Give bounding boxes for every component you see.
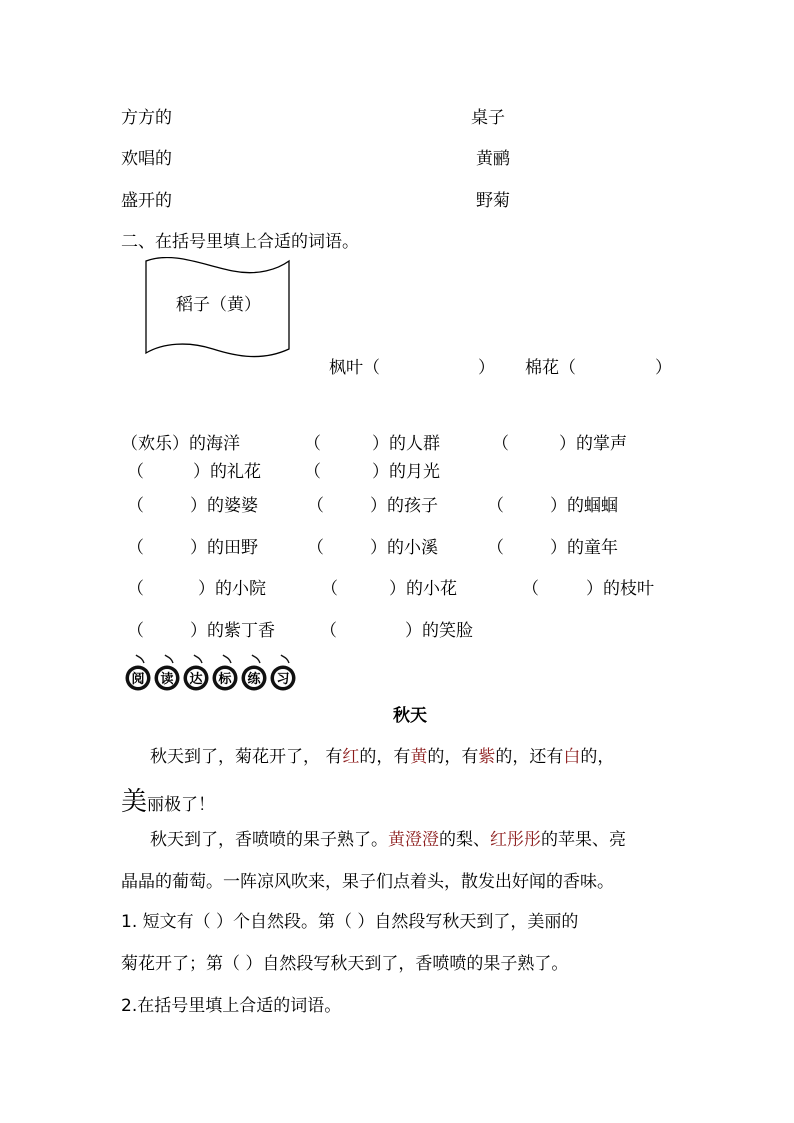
phrase-r5-3-open: （ xyxy=(522,579,539,599)
reading-p2-line2: 晶晶的葡萄。一阵凉风吹来，果子们点着头，散发出好闻的香味。 xyxy=(121,872,614,892)
question2: 2.在括号里填上合适的词语。 xyxy=(121,996,342,1016)
p1-f: 丽极了！ xyxy=(147,795,216,815)
p1-red3: 紫 xyxy=(478,747,496,767)
banner-text: 稻子（黄） xyxy=(176,295,261,315)
p1-d: 的，还有 xyxy=(495,747,564,767)
phrase-r6-1-open: （ xyxy=(127,621,144,641)
p1-red2: 黄 xyxy=(410,747,428,767)
reading-p1-line1 xyxy=(150,747,614,767)
phrase-r3-1-open: （ xyxy=(127,496,144,516)
phrase-r5-2-open: （ xyxy=(321,579,338,599)
phrase-r5-1: ）的小院 xyxy=(198,579,266,599)
phrase-r1-2-open: （ xyxy=(304,434,321,454)
phrase-r2-2: ）的月光 xyxy=(372,462,440,482)
phrase-r4-3-open: （ xyxy=(487,538,504,558)
phrase-r6-2-open: （ xyxy=(320,621,337,641)
question1-line1: 1. 短文有（ ）个自然段。第（ ）自然段写秋天到了，美丽的 xyxy=(121,912,579,932)
p2-red1: 黄澄澄 xyxy=(388,830,439,850)
phrase-r2-1-open: （ xyxy=(127,462,144,482)
phrase-r5-3: ）的枝叶 xyxy=(586,579,654,599)
badge-label-5: 练 xyxy=(247,672,261,687)
p1-red4: 白 xyxy=(563,747,581,767)
phrase-r4-1: ）的田野 xyxy=(190,538,258,558)
reading-badges xyxy=(124,654,304,694)
badge-icon-2 xyxy=(155,655,180,691)
phrase-r5-1-open: （ xyxy=(127,579,144,599)
p1-big-char: 美 xyxy=(121,787,148,817)
p1-red1: 红 xyxy=(342,747,360,767)
reading-title: 秋天 xyxy=(393,706,427,726)
badge-icon-3 xyxy=(184,655,209,691)
phrase-r2-1: ）的礼花 xyxy=(193,462,261,482)
p2-red2: 红彤彤 xyxy=(490,830,541,850)
phrase-r4-2-open: （ xyxy=(307,538,324,558)
phrase-r1-2: ）的人群 xyxy=(372,434,440,454)
mianhua-close: ） xyxy=(655,358,672,378)
phrase-r3-3: ）的蝈蝈 xyxy=(550,496,618,516)
question1-line2: 菊花开了；第（ ）自然段写秋天到了，香喷喷的果子熟了。 xyxy=(121,954,569,974)
badge-label-2: 读 xyxy=(160,672,174,687)
phrase-r3-2-open: （ xyxy=(307,496,324,516)
badge-label-1: 阅 xyxy=(131,672,145,687)
p2-a: 秋天到了，香喷喷的果子熟了。 xyxy=(150,830,388,850)
section2-heading: 二、在括号里填上合适的词语。 xyxy=(121,232,359,252)
match-left-3: 盛开的 xyxy=(121,191,172,211)
phrase-r3-1: ）的婆婆 xyxy=(190,496,258,516)
badge-label-6: 习 xyxy=(276,672,290,687)
phrase-r6-1: ）的紫丁香 xyxy=(190,621,275,641)
match-left-1: 方方的 xyxy=(121,108,172,128)
match-left-2: 欢唱的 xyxy=(121,149,172,169)
phrase-r2-2-open: （ xyxy=(304,462,321,482)
p1-a: 秋天到了，菊花开了， 有 xyxy=(150,747,343,767)
badge-icon-5 xyxy=(242,655,267,691)
badge-label-4: 标 xyxy=(218,672,232,687)
fengye-close: ） xyxy=(478,358,495,378)
match-right-2: 黄鹂 xyxy=(476,149,510,169)
phrase-r5-2: ）的小花 xyxy=(389,579,457,599)
p1-b: 的，有 xyxy=(359,747,411,767)
p1-c: 的，有 xyxy=(427,747,479,767)
phrase-r1-3: ）的掌声 xyxy=(559,434,627,454)
reading-p2-line1 xyxy=(150,830,626,850)
phrase-r6-2: ）的笑脸 xyxy=(405,621,473,641)
p2-b: 的梨、 xyxy=(439,830,490,850)
phrase-r4-2: ）的小溪 xyxy=(370,538,438,558)
mianhua-label: 棉花（ xyxy=(525,358,576,378)
phrase-r1-1: （欢乐）的海洋 xyxy=(121,434,240,454)
match-right-3: 野菊 xyxy=(476,191,510,211)
phrase-r3-2: ）的孩子 xyxy=(370,496,438,516)
phrase-r1-3-open: （ xyxy=(492,434,509,454)
badge-icon-1 xyxy=(126,655,151,691)
p1-e: 的， xyxy=(580,747,615,767)
badge-label-3: 达 xyxy=(189,672,203,687)
badge-icon-4 xyxy=(213,655,238,691)
badge-icon-6 xyxy=(271,655,296,691)
phrase-r4-3: ）的童年 xyxy=(550,538,618,558)
fengye-label: 枫叶（ xyxy=(329,358,380,378)
match-right-1: 桌子 xyxy=(471,108,505,128)
p2-c: 的苹果、亮 xyxy=(541,830,626,850)
phrase-r3-3-open: （ xyxy=(487,496,504,516)
phrase-r4-1-open: （ xyxy=(127,538,144,558)
reading-p1-line2 xyxy=(121,787,215,820)
